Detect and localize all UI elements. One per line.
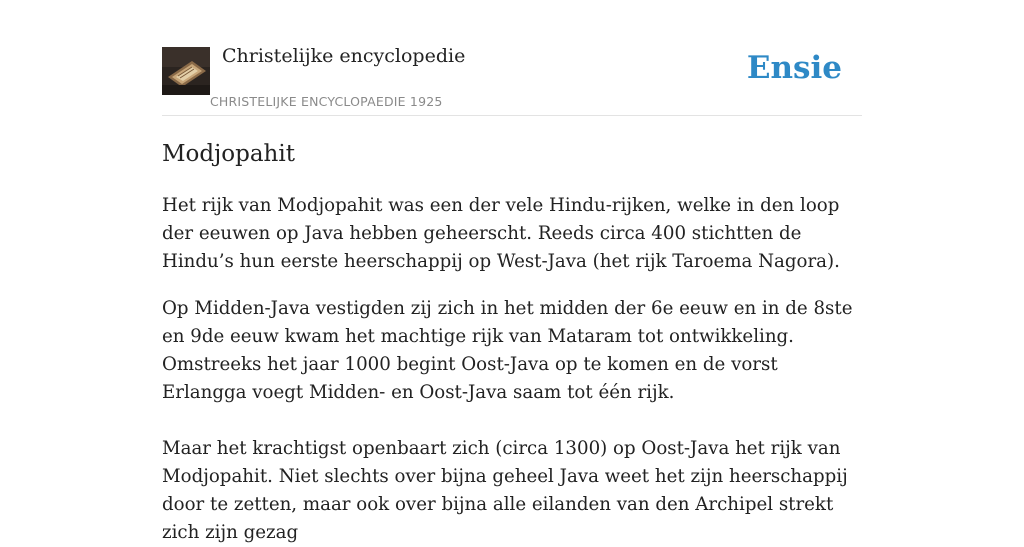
article — [162, 138, 864, 547]
source-title[interactable]: Christelijke encyclopedie — [222, 45, 466, 67]
article-paragraph: Maar het krachtigst openbaart zich (circa 1300) op Oost-Java het rijk van Modjopahit. Niet slechts over bijna geheel Java weet het zijn heerschappij door te zetten, maar ook over bijna alle eilanden van den Archipel strekt zich zijn gezag — [162, 438, 848, 543]
source-header — [162, 40, 862, 116]
source-avatar-image[interactable] — [162, 47, 210, 95]
ensie-logo-link[interactable]: Ensie — [746, 50, 842, 86]
source-subtitle: CHRISTELIJKE ENCYCLOPAEDIE 1925 — [210, 94, 443, 109]
article-paragraph: Op Midden-Java vestigden zij zich in het midden der 6e eeuw en in de 8ste en 9de eeuw kwam het machtige rijk van Mataram tot ontwikkeling. Omstreeks het jaar 1000 begint Oost-Java op te komen en de vorst Erlangga voegt Midden- en Oost-Java saam tot één rijk. — [162, 298, 853, 403]
article-title: Modjopahit — [162, 141, 295, 167]
article-paragraph: Het rijk van Modjopahit was een der vele Hindu-rijken, welke in den loop der eeuwen op Java hebben geheerscht. Reeds circa 400 stichtten de Hindu’s hun eerste heerschappij op West-Java (het rijk Taroema Nagora). — [162, 195, 840, 272]
book-photo-icon — [162, 47, 210, 95]
